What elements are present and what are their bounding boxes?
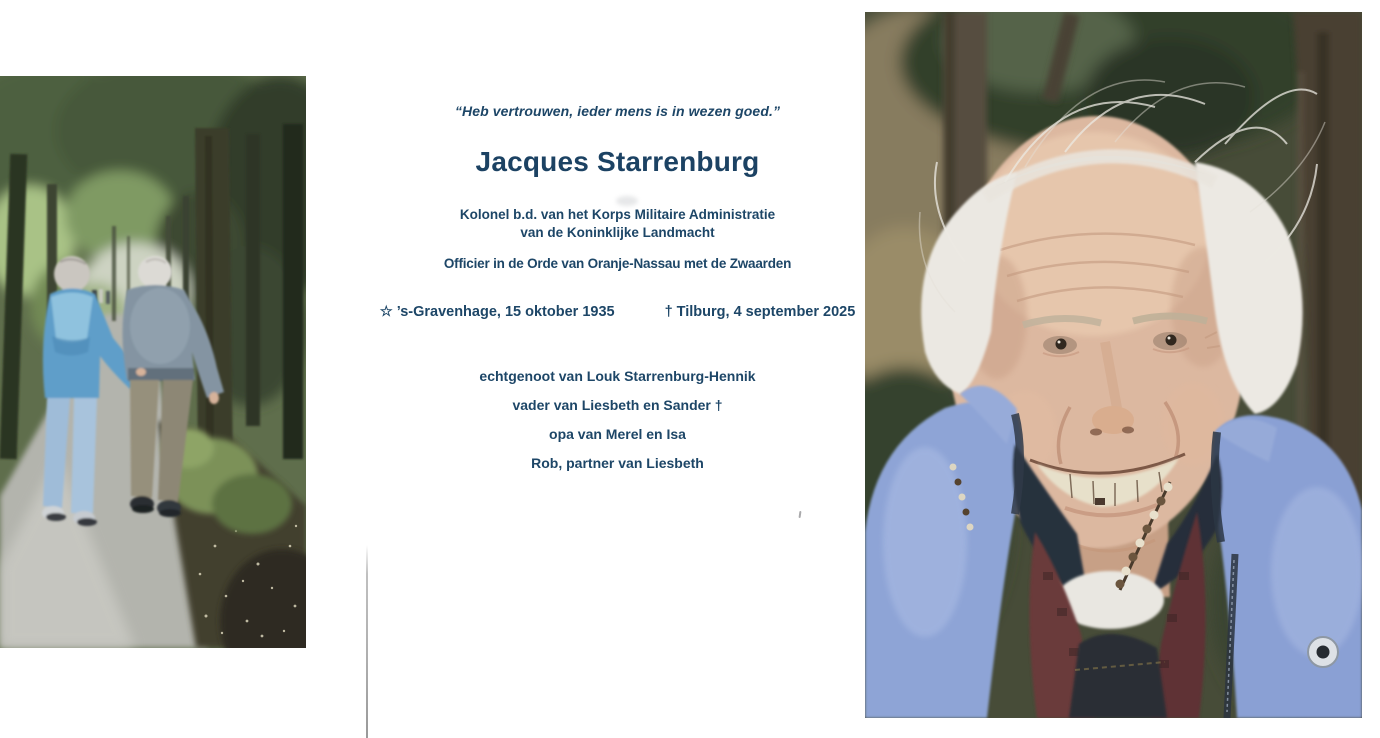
- jacket-snap-button: [1308, 637, 1338, 667]
- birth-place-date: ’s-Gravenhage, 15 oktober 1935: [396, 304, 615, 320]
- portrait-illustration: [865, 12, 1362, 718]
- life-dates-row: [355, 303, 880, 321]
- family-line-grandchildren: opa van Merel en Isa: [549, 426, 686, 442]
- death-place-date: Tilburg, 4 september 2025: [676, 304, 856, 320]
- scan-crease-artifact: [366, 545, 368, 738]
- memorial-quote: “Heb vertrouwen, ieder mens is in wezen goed.”: [454, 103, 781, 119]
- honor-line: Officier in de Orde van Oranje-Nassau met de Zwaarden: [443, 256, 792, 271]
- couple-walking-illustration: [0, 76, 306, 648]
- death-cross-icon: †: [664, 304, 673, 320]
- family-line-children: vader van Liesbeth en Sander †: [512, 397, 723, 413]
- family-line-spouse: echtgenoot van Louk Starrenburg-Hennik: [479, 368, 756, 384]
- scan-smudge-artifact: [616, 196, 638, 206]
- birth-star-icon: ☆: [379, 304, 393, 320]
- rank-line-1: Kolonel b.d. van het Korps Militaire Administratie: [459, 207, 776, 222]
- birth-info: [380, 303, 615, 321]
- rank-line-2: van de Koninklijke Landmacht: [520, 225, 715, 240]
- memorial-text-block: [355, 0, 880, 738]
- death-info: [665, 303, 856, 321]
- family-line-partner: Rob, partner van Liesbeth: [531, 455, 704, 471]
- portrait-photo: [865, 12, 1362, 718]
- couple-walking-photo: [0, 76, 306, 648]
- deceased-name: Jacques Starrenburg: [475, 146, 760, 177]
